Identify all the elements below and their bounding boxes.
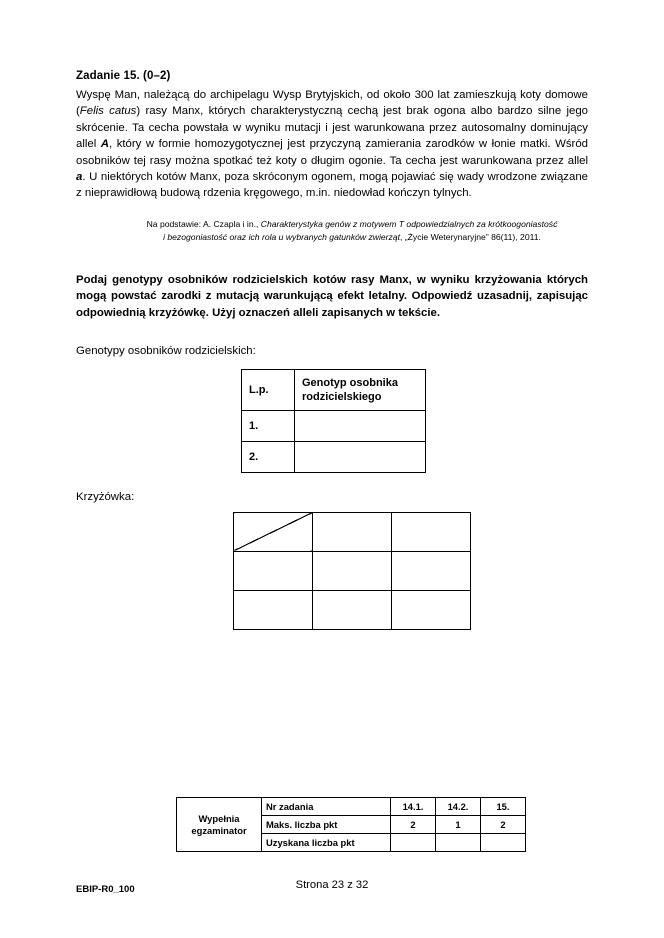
examiner-row-label-max-points: Maks. liczba pkt [262,816,391,834]
species-name: Felis catus [79,105,137,118]
table-row [234,512,471,551]
punnett-cell-r0c2[interactable] [392,512,471,551]
page-content [76,70,588,630]
header-genotype: Genotyp osobnika rodzicielskiego [295,369,426,410]
examiner-row-label-task-no: Nr zadania [262,798,391,816]
answer-field-genotype-1[interactable] [295,410,426,441]
table-row [234,590,471,629]
row-number-2: 2. [242,441,295,472]
punnett-cell-r1c1[interactable] [313,551,392,590]
punnett-cell-r0c1[interactable] [313,512,392,551]
examiner-label-line1: Wypełnia [198,812,240,824]
punnett-cell-r1c2[interactable] [392,551,471,590]
footer-sheet-code: EBIP-R0_100 [76,884,135,895]
genotype-table [241,369,426,473]
answer-field-genotype-2[interactable] [295,441,426,472]
examiner-row-label-obtained-points: Uzyskana liczba pkt [262,834,391,852]
text-part-2: ) rasy Manx, których charakterystyczną cechą jest brak ogona albo bardzo silne jego skrócenie. Ta cecha powstała w wyniku mutacji i jest warunkowana przez autosomalny dominujący allel [76,105,588,151]
task-prompt: Podaj genotypy osobników rodzicielskich kotów rasy Manx, w wyniku krzyżowania których mogą powstać zarodki z mutacją warunkującą efekt letalny. Odpowiedź uzasadnij, zapisując odpowiednią krzyżówkę. Użyj oznaczeń alleli zapisanych w tekście. [76,273,588,320]
table-header-row [242,369,426,410]
punnett-cell-r1c0[interactable] [234,551,313,590]
task-body-text [76,87,588,202]
source-prefix: Na podstawie: A. Czapla i in., [146,218,261,229]
examiner-obtained-14-2[interactable] [436,834,481,852]
table-row [234,551,471,590]
table-row [242,410,426,441]
examiner-label-line2: egzaminator [191,824,247,836]
table-row [242,441,426,472]
text-part-0: Wyspę Man, należącą do archipelagu Wysp Brytyjskich, od około 300 lat zamieszkują koty domowe ( [76,89,588,118]
row-number-1: 1. [242,410,295,441]
allele-a-recessive: a [76,171,83,184]
task-heading: Zadanie 15. (0–2) [76,70,171,82]
examiner-task-14-2: 14.2. [436,798,481,816]
punnett-cell-r2c0[interactable] [234,590,313,629]
examiner-max-14-2: 1 [436,816,481,834]
genotypes-label: Genotypy osobników rodzicielskich: [76,344,256,357]
text-part-6: . U niektórych kotów Manx, poza skróconym ogonem, mogą pojawiać się wady wrodzone związane z nieprawidłową budową rdzenia kręgowego, m.in. niedowład kończyn tylnych. [76,171,588,200]
source-title-line1: Charakterystyka genów z motywem T odpowiedzialnych za krótkoogoniastość [260,218,558,229]
examiner-max-15: 2 [481,816,526,834]
source-title-line2: i bezogoniastość oraz ich rola u wybranych gatunków zwierząt [163,231,401,242]
text-part-4: , który w formie homozygotycznej jest przyczyną zamierania zarodków w łonie matki. Wśród osobników tej rasy można spotkać też koty o długim ogonie. Ta cecha jest warunkowana przez allel [76,138,588,167]
punnett-square-table [233,512,471,630]
source-citation [76,218,588,244]
allele-a-dominant: A [100,138,110,151]
examiner-max-14-1: 2 [391,816,436,834]
punnett-label: Krzyżówka: [76,490,135,503]
examiner-score-box [176,797,526,852]
source-suffix: , „Życie Weterynaryjne” 86(11), 2011. [400,231,541,242]
examiner-obtained-15[interactable] [481,834,526,852]
examiner-label [177,798,262,852]
punnett-cell-r2c1[interactable] [313,590,392,629]
table-row [177,798,526,816]
header-lp: L.p. [242,369,295,410]
punnett-corner-cell [234,512,313,551]
footer-page-number: Strona 23 z 32 [295,879,369,891]
examiner-task-15: 15. [481,798,526,816]
punnett-cell-r2c2[interactable] [392,590,471,629]
examiner-task-14-1: 14.1. [391,798,436,816]
examiner-obtained-14-1[interactable] [391,834,436,852]
